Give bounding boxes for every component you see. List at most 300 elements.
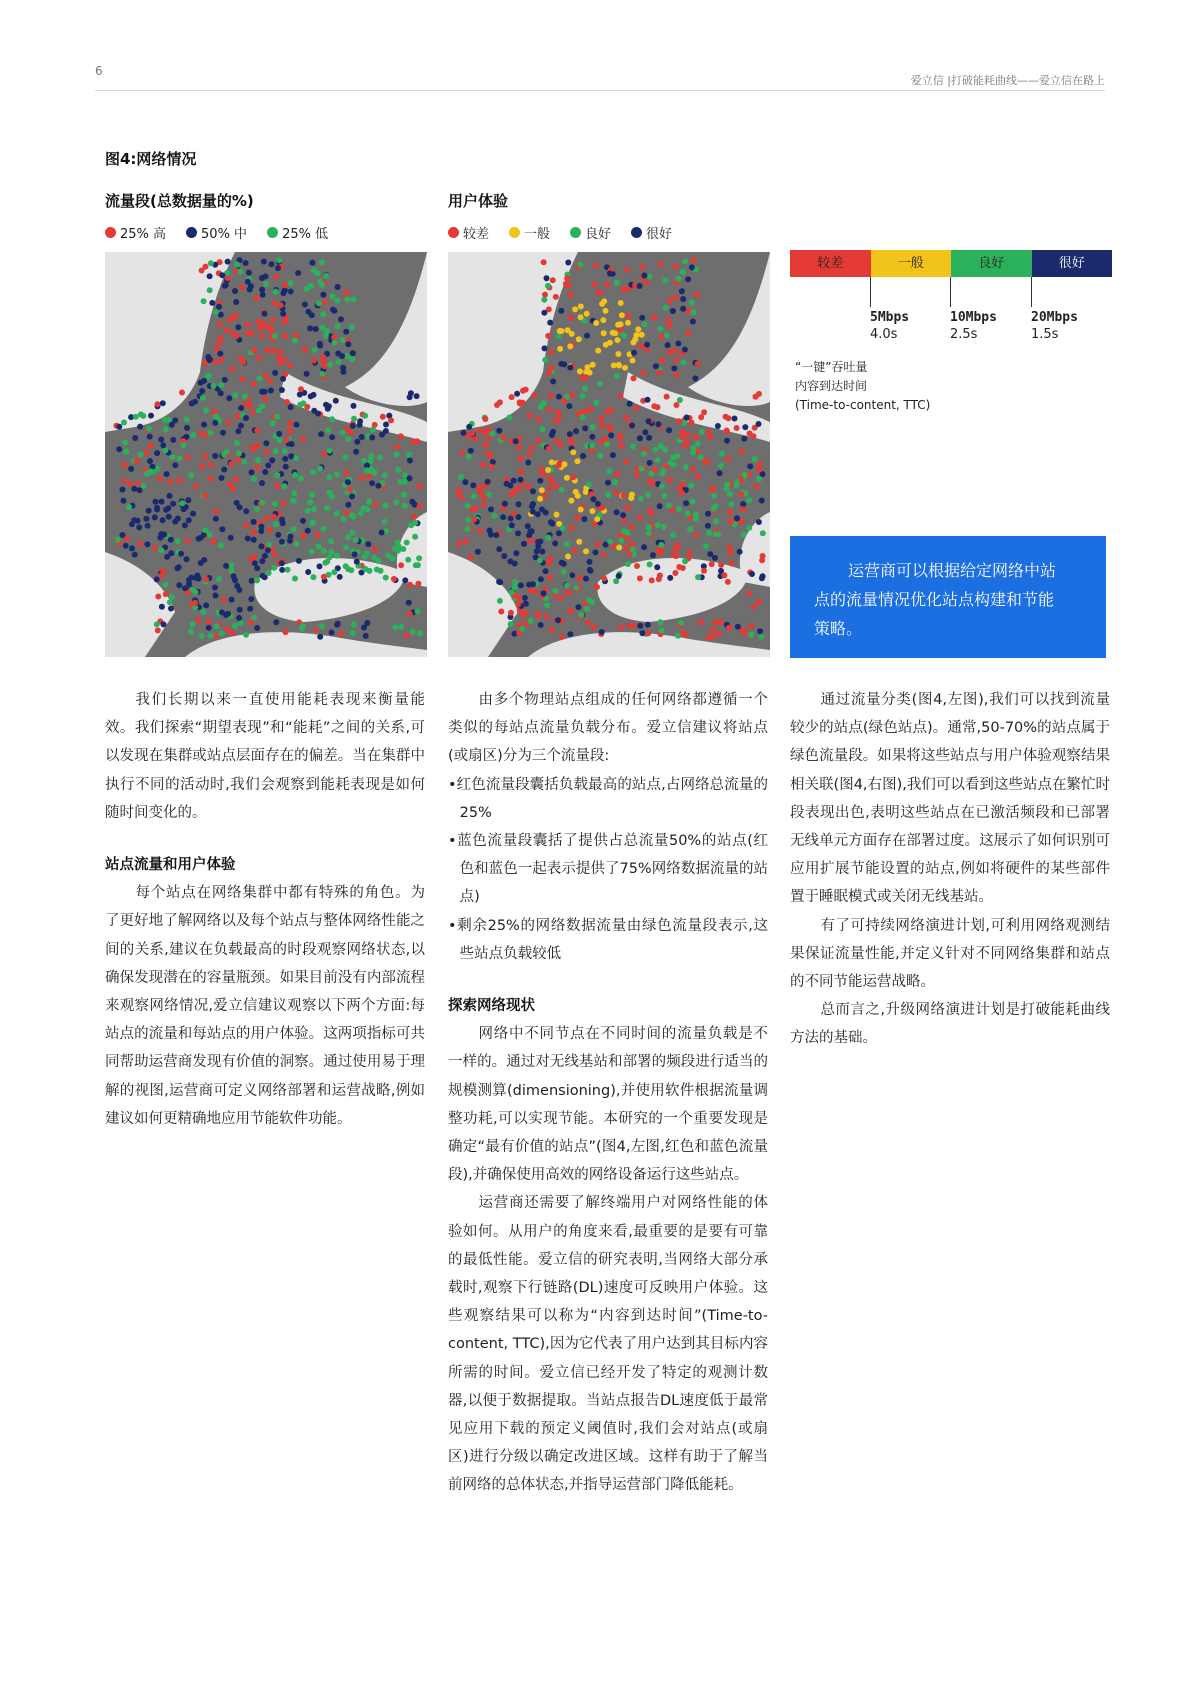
legend-dot	[570, 227, 581, 238]
site-dot	[475, 549, 481, 555]
running-title: 爱立信 |打破能耗曲线——爱立信在路上	[910, 74, 1105, 87]
site-dot	[727, 491, 733, 497]
site-dot	[691, 445, 697, 451]
bullet-item: •红色流量段囊括负载最高的站点,占网络总流量的25%	[448, 776, 768, 821]
site-dot	[512, 584, 518, 590]
site-dot	[407, 475, 413, 481]
site-dot	[501, 553, 507, 559]
site-dot	[334, 622, 340, 628]
site-dot	[254, 506, 260, 512]
site-dot	[350, 630, 356, 636]
site-dot	[672, 570, 678, 576]
site-dot	[236, 451, 242, 457]
site-dot	[606, 468, 612, 474]
site-dot	[608, 432, 614, 438]
site-dot	[322, 299, 328, 305]
site-dot	[193, 589, 199, 595]
site-dot	[243, 508, 249, 514]
site-dot	[251, 537, 257, 543]
site-dot	[154, 576, 160, 582]
site-dot	[254, 565, 260, 571]
site-dot	[753, 394, 759, 400]
site-dot	[259, 333, 265, 339]
site-dot	[625, 561, 631, 567]
site-dot	[373, 502, 379, 508]
site-dot	[188, 472, 194, 478]
site-dot	[208, 260, 214, 266]
callout-box	[790, 536, 1106, 658]
site-dot	[515, 601, 521, 607]
site-dot	[305, 569, 311, 575]
site-dot	[496, 546, 502, 552]
site-dot	[133, 414, 139, 420]
site-dot	[465, 517, 471, 523]
left-map-title: 流量段(总数据量的%)	[105, 192, 254, 210]
site-dot	[239, 284, 245, 290]
site-dot	[123, 543, 129, 549]
site-dot	[212, 585, 218, 591]
site-dot	[472, 436, 478, 442]
site-dot	[511, 478, 517, 484]
site-dot	[742, 424, 748, 430]
site-dot	[554, 512, 560, 518]
site-dot	[548, 393, 554, 399]
site-dot	[229, 366, 235, 372]
site-dot	[760, 573, 766, 579]
site-dot	[619, 312, 625, 318]
site-dot	[639, 315, 645, 321]
site-dot	[349, 493, 355, 499]
section-heading: 探索网络现状	[448, 998, 535, 1015]
site-dot	[184, 556, 190, 562]
site-dot	[615, 322, 621, 328]
site-dot	[677, 397, 683, 403]
site-dot	[516, 444, 522, 450]
site-dot	[331, 334, 337, 340]
site-dot	[254, 577, 260, 583]
site-dot	[162, 447, 168, 453]
site-dot	[496, 428, 502, 434]
site-dot	[281, 483, 287, 489]
site-dot	[213, 309, 219, 315]
site-dot	[645, 397, 651, 403]
site-dot	[357, 422, 363, 428]
site-dot	[273, 448, 279, 454]
section-heading: 站点流量和用户体验	[105, 857, 236, 874]
site-dot	[262, 311, 268, 317]
site-dot	[621, 493, 627, 499]
site-dot	[128, 466, 134, 472]
site-dot	[601, 576, 607, 582]
site-dot	[655, 421, 661, 427]
site-dot	[259, 558, 265, 564]
site-dot	[261, 259, 267, 265]
site-dot	[545, 333, 551, 339]
site-dot	[483, 442, 489, 448]
site-dot	[650, 552, 656, 558]
site-dot	[662, 493, 668, 499]
site-dot	[637, 623, 643, 629]
site-dot	[630, 547, 636, 553]
site-dot	[222, 283, 228, 289]
site-dot	[682, 632, 688, 638]
site-dot	[146, 426, 152, 432]
site-dot	[593, 263, 599, 269]
scale-bar	[790, 250, 1112, 277]
site-dot	[352, 551, 358, 557]
site-dot	[328, 538, 334, 544]
site-dot	[569, 572, 575, 578]
site-dot	[558, 441, 564, 447]
site-dot	[638, 343, 644, 349]
site-dot	[192, 399, 198, 405]
site-dot	[321, 574, 327, 580]
right-map-legend	[448, 223, 672, 242]
site-dot	[121, 498, 127, 504]
legend-item-mid	[186, 223, 247, 242]
site-dot	[158, 531, 164, 537]
site-dot	[264, 516, 270, 522]
site-dot	[345, 436, 351, 442]
site-dot	[395, 539, 401, 545]
site-dot	[320, 311, 326, 317]
site-dot	[541, 310, 547, 316]
site-dot	[634, 472, 640, 478]
site-dot	[530, 581, 536, 587]
site-dot	[530, 488, 536, 494]
site-dot	[526, 451, 532, 457]
site-dot	[407, 611, 413, 617]
site-dot	[309, 520, 315, 526]
site-dot	[379, 530, 385, 536]
right-map-title: 用户体验	[448, 192, 509, 210]
site-dot	[513, 550, 519, 556]
site-dot	[369, 480, 375, 486]
site-dot	[544, 614, 550, 620]
site-dot	[351, 622, 357, 628]
site-dot	[522, 595, 528, 601]
site-dot	[262, 469, 268, 475]
site-dot	[340, 430, 346, 436]
site-dot	[379, 432, 385, 438]
site-dot	[631, 350, 637, 356]
site-dot	[589, 443, 595, 449]
site-dot	[537, 478, 543, 484]
site-dot	[341, 369, 347, 375]
site-dot	[713, 518, 719, 524]
site-dot	[287, 420, 293, 426]
site-dot	[163, 426, 169, 432]
site-dot	[561, 361, 567, 367]
bullet-item: •剩余25%的网络数据流量由绿色流量段表示,这些站点负载较低	[448, 917, 768, 962]
site-dot	[288, 533, 294, 539]
site-dot	[144, 450, 150, 456]
site-dot	[584, 311, 590, 317]
site-dot	[219, 357, 225, 363]
site-dot	[416, 555, 422, 561]
site-dot	[601, 552, 607, 558]
site-dot	[553, 418, 559, 424]
site-dot	[710, 627, 716, 633]
site-dot	[634, 563, 640, 569]
scale-tick	[870, 277, 871, 307]
site-dot	[742, 472, 748, 478]
site-dot	[295, 270, 301, 276]
site-dot	[234, 262, 240, 268]
site-dot	[691, 309, 697, 315]
site-dot	[577, 368, 583, 374]
site-dot	[623, 545, 629, 551]
scale-seg-very-good: 很好	[1032, 250, 1113, 277]
site-dot	[163, 591, 169, 597]
site-dot	[335, 323, 341, 329]
site-dot	[159, 499, 165, 505]
site-dot	[235, 324, 241, 330]
site-dot	[739, 478, 745, 484]
site-dot	[634, 332, 640, 338]
site-dot	[567, 608, 573, 614]
site-dot	[546, 370, 552, 376]
site-dot	[583, 548, 589, 554]
site-dot	[306, 309, 312, 315]
site-dot	[682, 347, 688, 353]
site-dot	[190, 511, 196, 517]
site-dot	[508, 621, 514, 627]
site-dot	[724, 428, 730, 434]
site-dot	[243, 260, 249, 266]
site-dot	[706, 530, 712, 536]
scale-note-line: 内容到达时间	[795, 379, 868, 393]
site-dot	[586, 597, 592, 603]
site-dot	[741, 436, 747, 442]
site-dot	[214, 623, 220, 629]
site-dot	[157, 476, 163, 482]
site-dot	[709, 561, 715, 567]
site-dot	[567, 343, 573, 349]
site-dot	[413, 562, 419, 568]
site-dot	[319, 623, 325, 629]
site-dot	[233, 392, 239, 398]
site-dot	[701, 409, 707, 415]
site-dot	[642, 321, 648, 327]
site-dot	[240, 359, 246, 365]
site-dot	[167, 479, 173, 485]
site-dot	[711, 493, 717, 499]
site-dot	[136, 524, 142, 530]
site-dot	[158, 437, 164, 443]
site-dot	[737, 549, 743, 555]
site-dot	[643, 279, 649, 285]
site-dot	[391, 576, 397, 582]
site-dot	[371, 555, 377, 561]
site-dot	[507, 483, 513, 489]
site-dot	[285, 567, 291, 573]
site-dot	[229, 597, 235, 603]
site-dot	[573, 489, 579, 495]
site-dot	[137, 541, 143, 547]
site-dot	[578, 612, 584, 618]
site-dot	[219, 609, 225, 615]
site-dot	[164, 471, 170, 477]
site-dot	[232, 288, 238, 294]
site-dot	[724, 438, 730, 444]
site-dot	[566, 283, 572, 289]
site-dot	[525, 460, 531, 466]
site-dot	[342, 454, 348, 460]
site-dot	[570, 392, 576, 398]
site-dot	[192, 600, 198, 606]
site-dot	[317, 634, 323, 640]
site-dot	[408, 522, 414, 528]
site-dot	[358, 510, 364, 516]
site-dot	[567, 365, 573, 371]
site-dot	[311, 506, 317, 512]
site-dot	[345, 479, 351, 485]
site-dot	[288, 404, 294, 410]
site-dot	[281, 500, 287, 506]
site-dot	[678, 620, 684, 626]
site-dot	[122, 440, 128, 446]
site-dot	[361, 505, 367, 511]
site-dot	[324, 559, 330, 565]
site-dot	[328, 549, 334, 555]
site-dot	[542, 345, 548, 351]
site-dot	[637, 575, 643, 581]
site-dot	[665, 342, 671, 348]
site-dot	[594, 584, 600, 590]
site-dot	[238, 405, 244, 411]
site-dot	[344, 470, 350, 476]
site-dot	[740, 532, 746, 538]
site-dot	[594, 516, 600, 522]
site-dot	[278, 302, 284, 308]
site-dot	[760, 530, 766, 536]
site-dot	[568, 292, 574, 298]
site-dot	[262, 389, 268, 395]
site-dot	[216, 576, 222, 582]
site-dot	[208, 462, 214, 468]
site-dot	[593, 320, 599, 326]
site-dot	[124, 536, 130, 542]
site-dot	[616, 363, 622, 369]
site-dot	[417, 503, 423, 509]
site-dot	[319, 325, 325, 331]
site-dot	[595, 541, 601, 547]
site-dot	[382, 503, 388, 509]
site-dot	[354, 439, 360, 445]
site-dot	[121, 478, 127, 484]
site-dot	[340, 337, 346, 343]
site-dot	[584, 333, 590, 339]
site-dot	[284, 399, 290, 405]
site-dot	[600, 317, 606, 323]
site-dot	[547, 575, 553, 581]
site-dot	[684, 415, 690, 421]
site-dot	[385, 553, 391, 559]
site-dot	[347, 487, 353, 493]
site-dot	[629, 423, 635, 429]
site-dot	[618, 443, 624, 449]
site-dot	[588, 568, 594, 574]
site-dot	[137, 424, 143, 430]
site-dot	[383, 422, 389, 428]
site-dot	[368, 453, 374, 459]
site-dot	[412, 534, 418, 540]
site-dot	[725, 456, 731, 462]
site-dot	[657, 326, 663, 332]
paragraph: 总而言之,升级网络演进计划是打破能耗曲线方法的基础。	[790, 1002, 1110, 1047]
site-dot	[415, 581, 421, 587]
site-dot	[159, 604, 165, 610]
site-dot	[302, 302, 308, 308]
scale-seg-poor: 较差	[790, 250, 871, 277]
site-dot	[581, 516, 587, 522]
site-dot	[382, 472, 388, 478]
site-dot	[583, 489, 589, 495]
site-dot	[548, 349, 554, 355]
site-dot	[366, 499, 372, 505]
site-dot	[527, 538, 533, 544]
site-dot	[260, 292, 266, 298]
site-dot	[217, 321, 223, 327]
site-dot	[325, 427, 331, 433]
site-dot	[248, 596, 254, 602]
site-dot	[349, 356, 355, 362]
site-dot	[185, 454, 191, 460]
site-dot	[143, 516, 149, 522]
site-dot	[172, 519, 178, 525]
site-dot	[653, 363, 659, 369]
site-dot	[618, 433, 624, 439]
site-dot	[279, 539, 285, 545]
site-dot	[701, 568, 707, 574]
site-dot	[477, 428, 483, 434]
site-dot	[539, 549, 545, 555]
site-dot	[179, 500, 185, 506]
site-dot	[236, 587, 242, 593]
site-dot	[659, 357, 665, 363]
legend-item-good	[570, 223, 611, 242]
site-dot	[163, 582, 169, 588]
site-dot	[666, 298, 672, 304]
site-dot	[587, 559, 593, 565]
site-dot	[334, 471, 340, 477]
site-dot	[417, 630, 423, 636]
site-dot	[680, 296, 686, 302]
site-dot	[685, 511, 691, 517]
site-dot	[230, 330, 236, 336]
site-dot	[550, 277, 556, 283]
site-dot	[236, 428, 242, 434]
site-dot	[470, 482, 476, 488]
site-dot	[692, 516, 698, 522]
site-dot	[251, 519, 257, 525]
site-dot	[496, 579, 502, 585]
site-dot	[562, 461, 568, 467]
site-dot	[672, 294, 678, 300]
site-dot	[170, 454, 176, 460]
site-dot	[180, 442, 186, 448]
site-dot	[213, 593, 219, 599]
site-dot	[558, 308, 564, 314]
site-dot	[546, 535, 552, 541]
site-dot	[565, 554, 571, 560]
site-dot	[663, 464, 669, 470]
site-dot	[507, 559, 513, 565]
site-dot	[363, 566, 369, 572]
site-dot	[641, 273, 647, 279]
site-dot	[683, 464, 689, 470]
